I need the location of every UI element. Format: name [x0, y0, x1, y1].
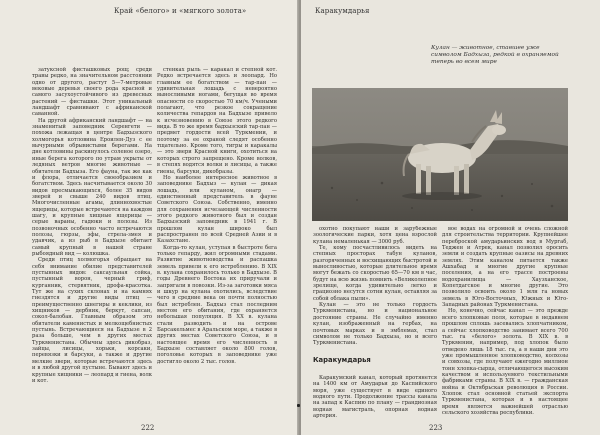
text-column	[313, 375, 437, 427]
running-head: Край «белого» и «мягкого золота»	[114, 7, 247, 15]
right-page	[301, 0, 600, 435]
paragraph: Кулан — это не только гордость Туркменистана, но и национальное достояние страны. Не случайно именно кулан, изображенный на гербах, на почтовых марках и в эмблемах, стал символом не только Бадхыза, но и всего Туркменистана.	[313, 302, 437, 346]
text-column	[32, 67, 152, 422]
paragraph: вое водах на огромной и очень сложной для строительства территории. Крупнейшее переброской амударьинских вод в Мургаб, Теджен и Атрек, канал позволил оросить земли и создать крупные оазисы на древних землях. Этим каналом питается также Ашхабад и многие другие крупные поселения, а на его трассе построены водохранилища — Хаузханское, Копетдагское и многие другие. Это позволило освоить около 1 млн га новых земель в Юго-Восточных, Южных и Юго-Западных районах Туркменистана.	[442, 226, 568, 309]
kulan-illustration	[312, 88, 568, 221]
paragraph: Но наиболее интересное животное в заповеднике Бадхыз — кулан — дикая лошадь, или куланом, онагр — единственный представитель в фауне Советского Союза. Собственно, именно для сохранения исчезающей численности этого редкого животного был и создан Бадхызский заповедник в 1941 г. В прошлом кулан широко был распространен по всей Средней Азии и в Казахстане.	[157, 174, 277, 245]
left-page	[0, 0, 299, 435]
paragraph: охотно покупают наши и зарубежные зоологические парки, хотя цена взрослой кулана немаленькая — 3000 руб.	[313, 226, 437, 245]
paragraph: Те, кому посчастливилось видеть на степных просторах табун куланов, разгоряченных и восхищающих быстротой и выносливостью, которые длительное время могут бежать со скоростью 65—70 км в час, будут на всю жизнь помнить «Великолепное зрелище, когда удивительно легко и грациозно несутся сотни кулан, оставляя за собой облака пыли».	[313, 245, 437, 302]
text-column	[157, 67, 277, 422]
section-heading: Каракумдарья	[313, 356, 371, 364]
paragraph: Каракумский канал, который протянется на 1400 км от Амударьи до Каспийского моря, уже существует в виде единого водного пути. Продолжение трассы канала на запад к Каспию по плану — грандиозная водная магистраль, опорная водная артерия.	[313, 375, 437, 420]
paragraph: Среди птиц холмогорья обращает на себя внимание обилие представителей пустынных видов: саксаульная сойка, пустынный ворон, черный гриф, курганник, стервятник, дрофа-красотка. Тут же на сухих склонах и на камнях гнездятся и другие виды птиц — преимущественно шнегиры и кеклики, из хищников — дербник, беркут, сапсан, сокол-балобан. Главным образом это обитатели каменистых и мелкощебнистых пустынь. Встречающиеся на Бадхызе в 2 раза больше, чем в других местах Туркменистана. Обычны здесь дикобраз, зайцы, лисицы, хорьки, корсаки, перевязки и барсуки, а также и другие мелкие звери, которые встречаются здесь и в любой другой пустыне. Бывают здесь и крупные хищники — леопард и гиена, волк и кот.	[32, 257, 152, 384]
paragraph: затуксной фисташковых рощ; среди травы редко, на значительном расстоянии одно от другого, растут 5—7-метровые вековые деревья своего рода красной и самого засухоустойчивого из древесных растений — фисташки. Этот уникальный ландшафт сравнивают с африканской саванной.	[32, 67, 152, 118]
paragraph: На другой африканский ландшафт — на знаменитый заповедник Серенгети — похожа лежащая в центре Бадхызского холмогорья котловина Ероилен-Дуз с ее вычурными обрывистыми берегами. На дне котловины раскинулось соленое озеро, иные берега которого по утрам укрыты от ледяных ветров многие животные — обитатели Бадхыза. Его фауна, так же как и флора, отличается своеобразием и богатством. Здесь насчитывается около 30 видов пресмыкающихся, более 35 видов зверей и свыше 240 видов птиц. Многочисленные агамы, длиннохвостые ящерицы, которые встречаются на каждом шагу, и крупные хищные ящерицы — серые вараны, гадюки и полозы. Из позвоночных особенно часто встречаются полозы, гюрзы, эфы, стрела-змея и удавчик, а из рыб в Бадхызе обитает самый крупный в нашей стране рыбоядный вид — колюшка.	[32, 117, 152, 257]
page-number: 223	[429, 424, 443, 432]
paragraph: стенках рыль — каракал и степной кот. Редко встречается здесь и леопард. Но главным ее богатством — тар-пан — удивительная лошадь с невероятно выносливыми ногами, бегущая во время опасности со скоростью 70 км/ч. Учеными полагают, что резкое сокращение количества гепардов на Бадхызе привело к исчезновению в Союзе этого редкого вида. В то же время бадхызский тар-пан — предмет гордости всей Туркмении, и поэтому за ее охраной следят особенно тщательно. Кроме того, тигры и каракалы — это звери Красной книги, охотиться на которых строго запрещено. Кроме волков, в степях водятся волки и лисицы, а также гиены, барсуки, дикобразы.	[157, 67, 277, 175]
text-column	[442, 226, 568, 426]
paragraph: Но, конечно, сейчас канал — это прежде всего хлопковые поля, которые в недавнем прошлом сплошь засевались хлопчатником, а сейчас хлопководство занимает всего 700 тыс. га «белого» золота. В XIX в. в Туркмении, например, под хлопок было отведено лишь 18 тыс. га, а в наши дни это уже промышленное хлопководство, колхозы и совхозы, где получают ежегодно миллион тонн хлопка-сырца, отличающегося высоким качеством и используемого текстильными фабриками страны. В XIX в. — гражданская война и Октябрьская революция в России. Хлопок стал основной статьей экспорта Туркменистана, которая и в настоящее время является важнейшей отраслью сельского хозяйства республики.	[442, 308, 568, 416]
binding-mark	[297, 404, 300, 407]
kulan-photo	[312, 88, 568, 221]
photo-caption: Кулан — животное, ставшее уже символом Бадхыза, редкой в охраняемой теперь во всем мире	[431, 45, 559, 65]
paragraph: Когда-то кулан, уступая в быстроте бега только гепарду, жил огромными стадами. Развитие животноводства и распашка земель привели к его истреблению. В XIX в. кулана сохранилось только в Бадхызе. В годы Древнего Востока их приручали и запрягали в повозки. Из-за заготовки мяса и шкур на кулана охотились, вследствие чего в средние века он почти полностью был истреблен. Бадхыз стал последним местом его обитания, где охраняется небольшая популяция. В XX в. кулана стали разводить и на острове Барсакельмес в Аральском море, а также в других местах Советского Союза, и в настоящее время его численность в Бадхызе составляет около 800 голов, поголовье которых в заповеднике уже достигло около 2 тыс. голов.	[157, 244, 277, 365]
running-head: Каракумдарья	[315, 7, 370, 15]
text-column	[313, 226, 437, 346]
page-number: 222	[141, 424, 155, 432]
